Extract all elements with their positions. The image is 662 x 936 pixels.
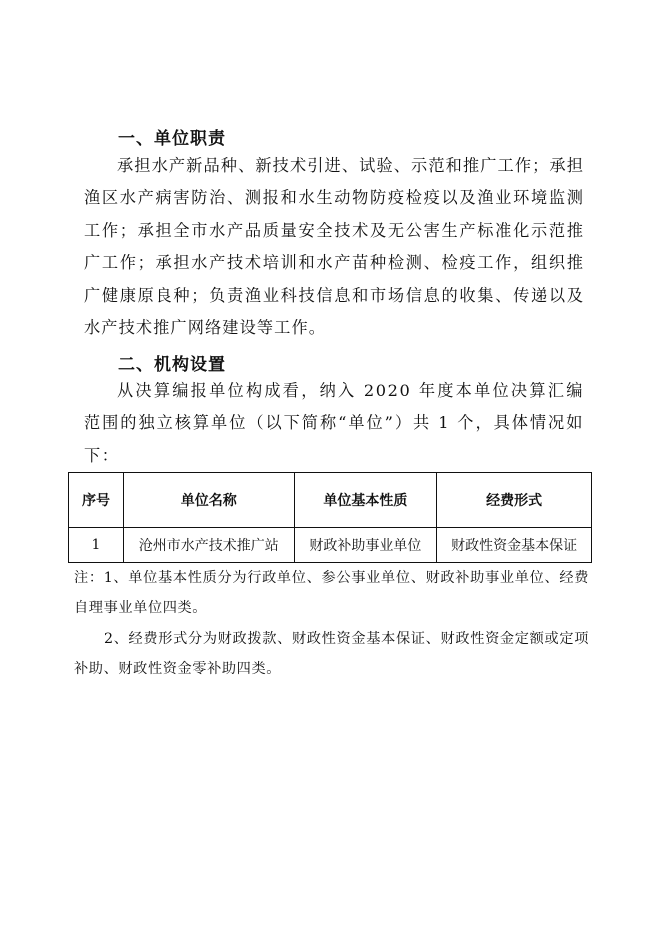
section1-body: 承担水产新品种、新技术引进、试验、示范和推广工作；承担渔区水产病害防治、测报和水生动物防疫检疫以及渔业环境监测工作；承担全市水产品质量安全技术及无公害生产标准化示范推广工作；承担水产技术培训和水产苗种检测、检疫工作，组织推广健康原良种；负责渔业科技信息和市场信息的收集、传递以及水产技术推广网络建设等工作。 bbox=[84, 156, 584, 338]
header-unit-nature: 单位基本性质 bbox=[294, 473, 437, 528]
table-row bbox=[69, 528, 592, 563]
table-header-row bbox=[69, 473, 592, 528]
note-1: 注：1、单位基本性质分为行政单位、参公事业单位、财政补助事业单位、经费自理事业单位四类。 bbox=[74, 570, 589, 616]
section2-heading: 二、机构设置 bbox=[118, 355, 226, 375]
header-unit-name: 单位名称 bbox=[123, 473, 294, 528]
section2-body: 从决算编报单位构成看，纳入 2020 年度本单位决算汇编范围的独立核算单位（以下简称“单位”）共 1 个，具体情况如下： bbox=[84, 381, 584, 465]
header-funding-form: 经费形式 bbox=[437, 473, 592, 528]
cell-funding-form: 财政性资金基本保证 bbox=[437, 528, 592, 563]
cell-unit-name: 沧州市水产技术推广站 bbox=[123, 528, 294, 563]
header-index: 序号 bbox=[69, 473, 124, 528]
cell-unit-nature: 财政补助事业单位 bbox=[294, 528, 437, 563]
section1-heading: 一、单位职责 bbox=[118, 129, 226, 149]
unit-table bbox=[68, 472, 592, 563]
cell-index: 1 bbox=[69, 528, 124, 563]
note-2: 2、经费形式分为财政拨款、财政性资金基本保证、财政性资金定额或定项补助、财政性资金零补助四类。 bbox=[74, 631, 589, 677]
